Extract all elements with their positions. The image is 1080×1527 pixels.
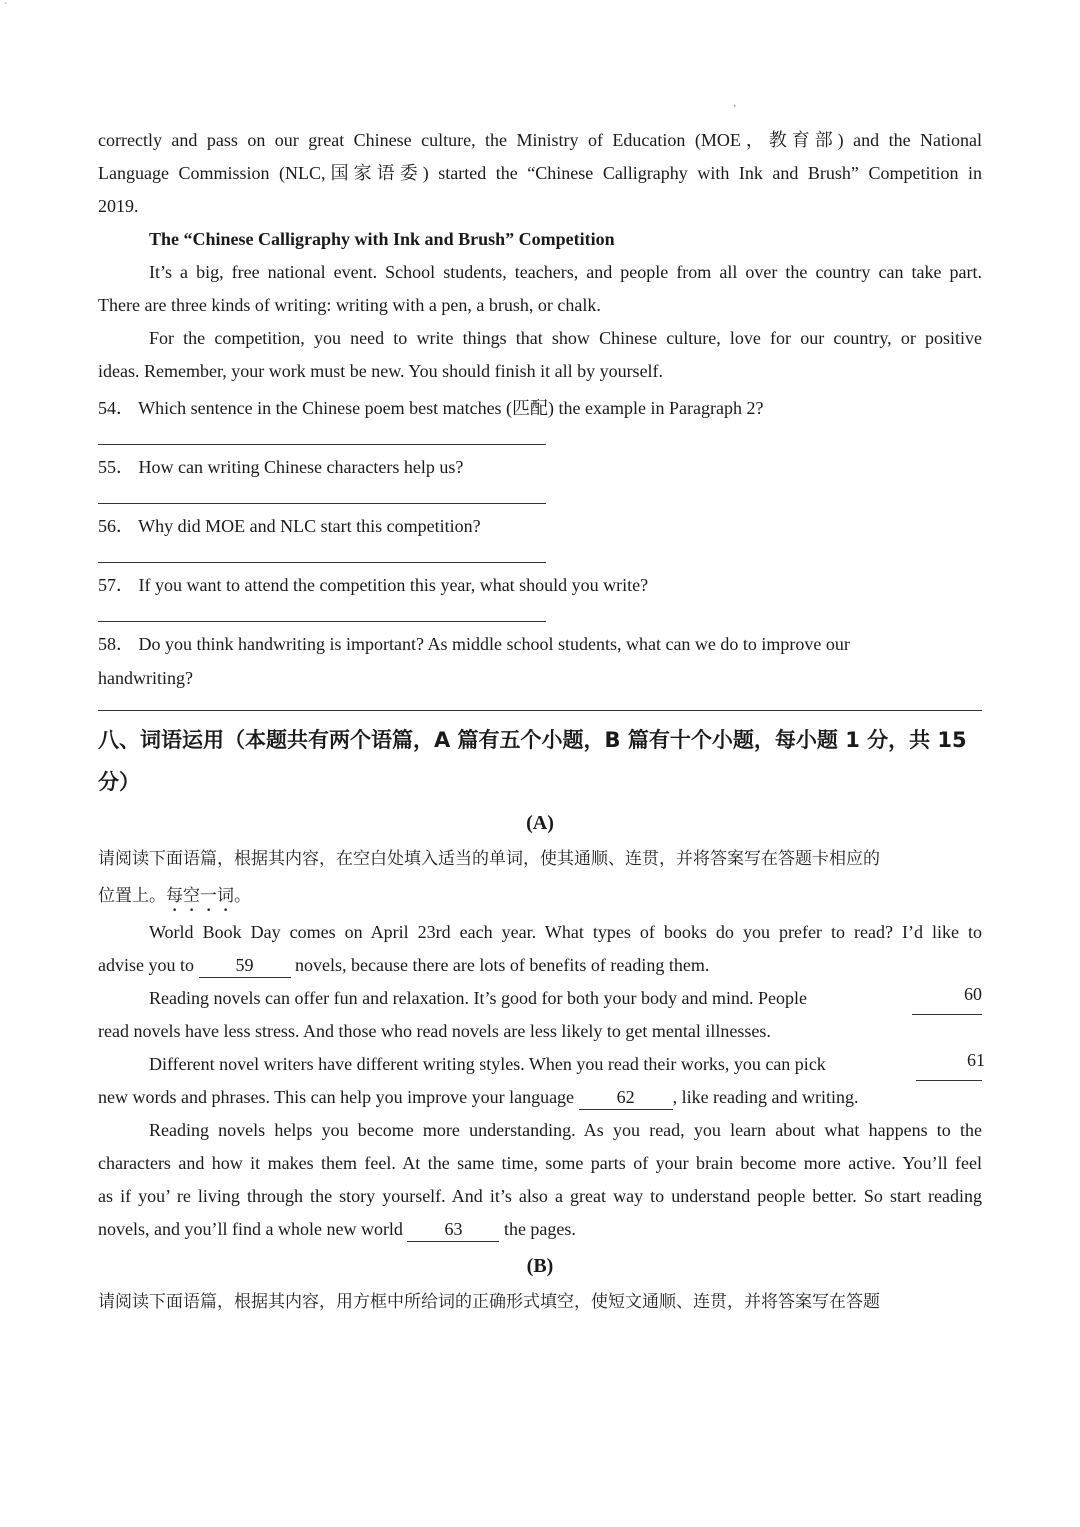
corner-mark: ´	[4, 2, 8, 13]
answer-line-56[interactable]	[98, 540, 546, 563]
part-b-instructions: 请阅读下面语篇，根据其内容，用方框中所给词的正确形式填空，使短文通顺、连贯，并将答案写在答题	[98, 1292, 880, 1312]
passage-heading: The “Chinese Calligraphy with Ink and Brush” Competition	[149, 229, 615, 249]
part-a-paragraph-line	[98, 949, 982, 982]
emphasized-text: 每空一词	[166, 886, 234, 906]
blank-62[interactable]: 62	[579, 1085, 673, 1110]
part-a-label: (A)	[526, 812, 554, 834]
answer-line-57[interactable]	[98, 599, 546, 622]
section-title-cont: 分）	[98, 770, 140, 794]
part-a-paragraph-line	[98, 1081, 982, 1114]
answer-line-54[interactable]	[98, 422, 546, 445]
passage-paragraph-line: For the competition, you need to write things that show Chinese culture, love for our country, or positive	[149, 328, 982, 348]
passage-paragraph-line: ideas. Remember, your work must be new. You should finish it all by yourself.	[98, 361, 664, 381]
part-a-paragraph-line	[98, 1213, 982, 1246]
text: , like reading and writing.	[672, 1087, 859, 1107]
passage-intro-line: correctly and pass on our great Chinese culture, the Ministry of Education (MOE，教育部) and the National	[98, 130, 982, 150]
scan-mark: ʼ	[733, 104, 737, 115]
text: Reading novels can offer fun and relaxation. It’s good for both your body and mind. People	[149, 988, 808, 1008]
text: new words and phrases. This can help you improve your language	[98, 1087, 575, 1107]
section-title: 八、词语运用（本题共有两个语篇，A 篇有五个小题，B 篇有十个小题，每小题 1 分，共 15	[98, 728, 967, 752]
blank-61[interactable]: 61	[916, 1048, 982, 1081]
instr-text: 位置上。	[98, 886, 166, 906]
passage-intro-line: Language Commission (NLC,国家语委) started the “Chinese Calligraphy with Ink and Brush” Competition in	[98, 163, 982, 183]
passage-paragraph-line: It’s a big, free national event. School students, teachers, and people from all over the country can take part.	[149, 262, 982, 282]
part-a-paragraph-line: read novels have less stress. And those who read novels are less likely to get mental illnesses.	[98, 1021, 771, 1041]
part-a-paragraph-line: Reading novels helps you become more understanding. As you read, you learn about what happens to the	[149, 1120, 982, 1140]
text: advise you to	[98, 955, 194, 975]
part-a-paragraph-line	[98, 982, 982, 1015]
part-a-paragraph-line: characters and how it makes them feel. At the same time, some parts of your brain become more active. You’ll feel	[98, 1153, 982, 1173]
text: Different novel writers have different writing styles. When you read their works, you can pick	[149, 1054, 826, 1074]
question-58-cont: handwriting?	[98, 668, 193, 688]
instr-text: 。	[234, 886, 251, 906]
blank-63[interactable]: 63	[407, 1217, 499, 1242]
part-a-instructions: 请阅读下面语篇，根据其内容，在空白处填入适当的单词，使其通顺、连贯，并将答案写在答题卡相应的	[98, 849, 880, 869]
passage-intro-line: 2019.	[98, 196, 139, 216]
question-54: 54． Which sentence in the Chinese poem best matches (匹配) the example in Paragraph 2?	[98, 398, 764, 418]
part-a-paragraph-line: as if you’ re living through the story yourself. And it’s also a great way to understand people better. So start reading	[98, 1186, 982, 1206]
answer-line-55[interactable]	[98, 481, 546, 504]
part-b-label: (B)	[526, 1255, 554, 1277]
answer-line-58[interactable]	[98, 692, 982, 711]
exam-page	[98, 124, 985, 1321]
part-a-paragraph-line: World Book Day comes on April 23rd each year. What types of books do you prefer to read? I’d like to	[149, 922, 982, 942]
text: the pages.	[503, 1219, 576, 1239]
blank-59[interactable]: 59	[199, 953, 291, 978]
question-56: 56． Why did MOE and NLC start this competition?	[98, 516, 481, 536]
passage-paragraph-line: There are three kinds of writing: writing with a pen, a brush, or chalk.	[98, 295, 601, 315]
text: novels, and you’ll find a whole new world	[98, 1219, 403, 1239]
question-55: 55． How can writing Chinese characters help us?	[98, 457, 464, 477]
text: novels, because there are lots of benefits of reading them.	[295, 955, 710, 975]
part-a-instructions-cont	[98, 878, 982, 916]
blank-60[interactable]: 60	[912, 982, 982, 1015]
part-a-paragraph-line	[98, 1048, 985, 1081]
question-58: 58． Do you think handwriting is important? As middle school students, what can we do to improve our	[98, 634, 850, 654]
question-57: 57． If you want to attend the competition this year, what should you write?	[98, 575, 649, 595]
